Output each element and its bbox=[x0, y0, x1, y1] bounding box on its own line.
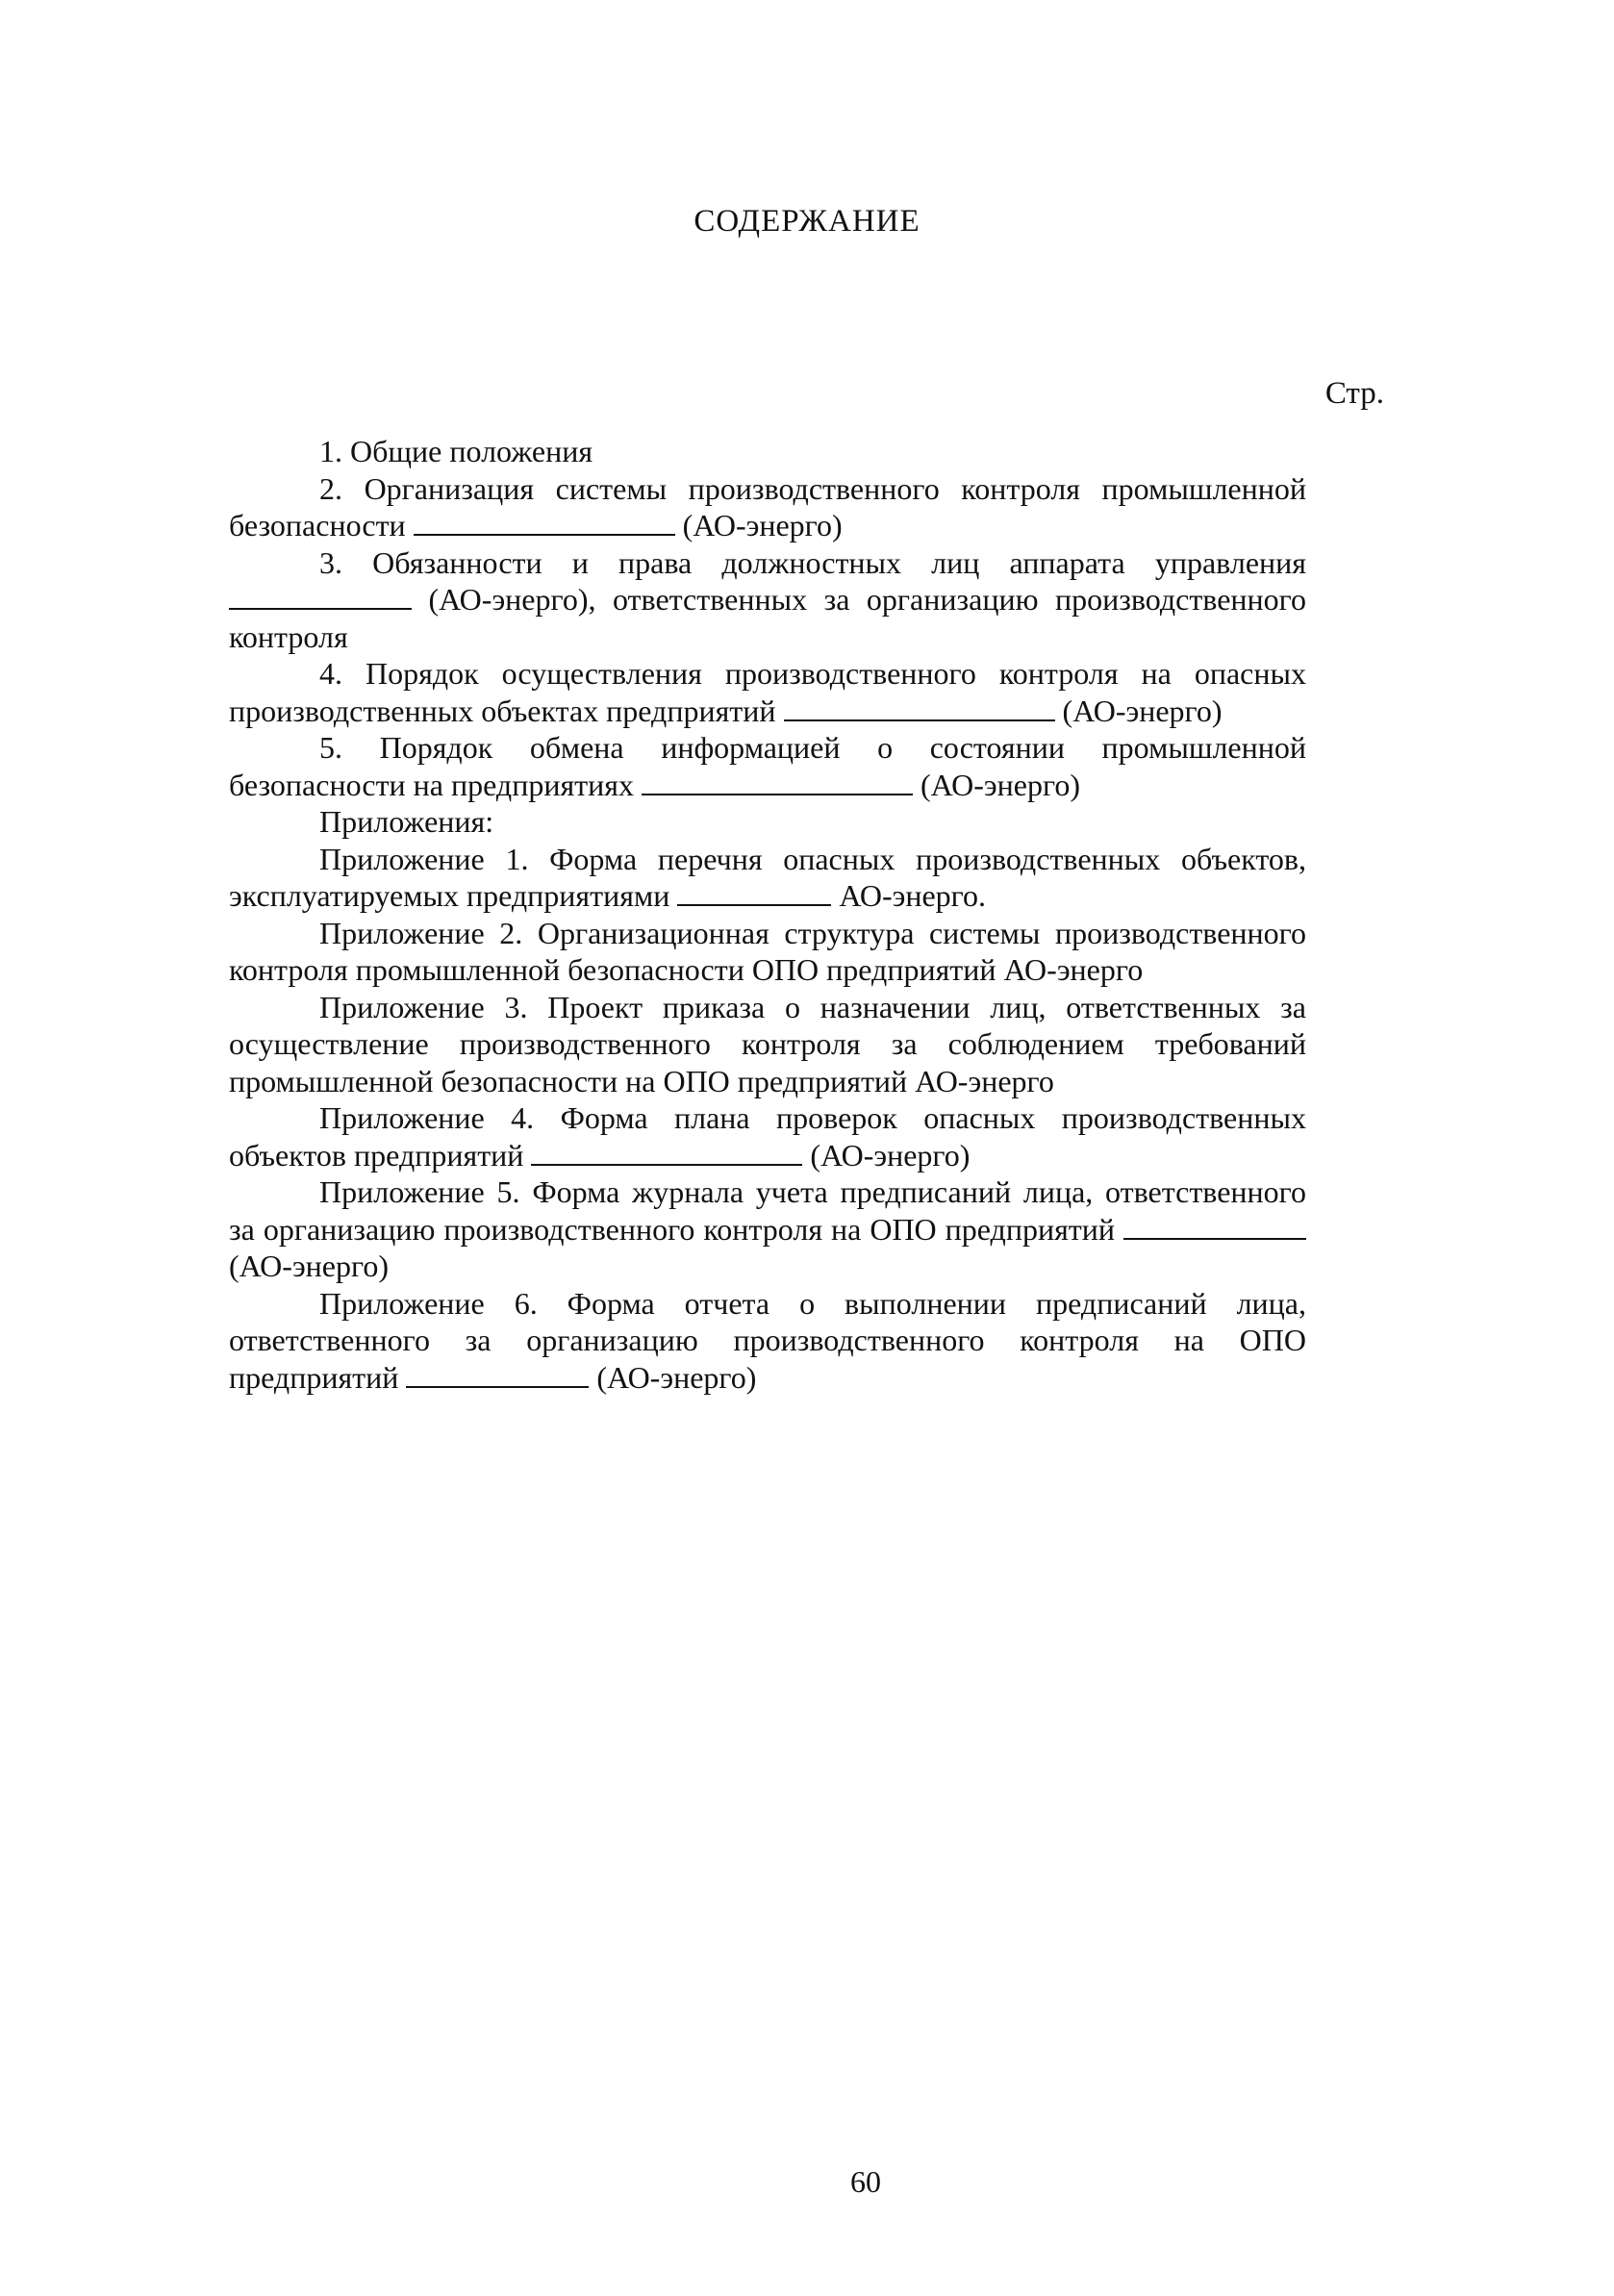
page-column-label: Стр. bbox=[1324, 376, 1384, 411]
blank-line bbox=[1123, 1213, 1306, 1240]
appendix-1-suffix: АО-энерго. bbox=[839, 878, 986, 913]
appendix-2 bbox=[229, 915, 1306, 989]
blank-line bbox=[784, 694, 1055, 721]
toc-item-4-suffix: (АО-энерго) bbox=[1062, 693, 1223, 728]
toc-item-5-suffix: (АО-энерго) bbox=[920, 767, 1080, 802]
toc-item-3-suffix: (АО-энерго), ответственных за организацию производственного контроля bbox=[229, 582, 1307, 654]
appendix-4-text: Приложение 4. Форма плана проверок опасных производственных объектов предприятий bbox=[229, 1100, 1306, 1173]
appendix-1-text: Приложение 1. Форма перечня опасных производственных объектов, эксплуатируемых предприятиями bbox=[229, 841, 1306, 913]
blank-line bbox=[642, 769, 913, 795]
appendix-1 bbox=[229, 841, 1306, 915]
blank-line bbox=[414, 509, 675, 536]
page-title: СОДЕРЖАНИЕ bbox=[694, 204, 920, 239]
toc-item-5 bbox=[229, 729, 1306, 803]
blank-line bbox=[677, 879, 831, 906]
appendix-4 bbox=[229, 1099, 1306, 1173]
toc-item-2 bbox=[229, 470, 1306, 544]
toc-item-1 bbox=[229, 433, 1306, 470]
toc-item-3 bbox=[229, 544, 1306, 656]
appendix-2-text: Приложение 2. Организационная структура системы производственного контроля промышленной безопасности ОПО предприятий АО-энерго bbox=[229, 915, 1306, 987]
appendix-6-text: Приложение 6. Форма отчета о выполнении предписаний лица, ответственного за организацию производственного контроля на ОПО предприятий bbox=[229, 1285, 1306, 1395]
toc-item-2-suffix: (АО-энерго) bbox=[682, 508, 843, 542]
blank-line bbox=[406, 1361, 589, 1388]
appendix-6 bbox=[229, 1285, 1306, 1397]
appendix-6-suffix: (АО-энерго) bbox=[596, 1359, 757, 1395]
appendices-heading bbox=[229, 803, 1306, 841]
appendices-heading-text: Приложения: bbox=[319, 804, 494, 839]
appendix-5-text: Приложение 5. Форма журнала учета предписаний лица, ответственного за организацию производственного контроля на ОПО предприятий bbox=[229, 1174, 1306, 1247]
page-number: 60 bbox=[850, 2164, 881, 2199]
appendix-3 bbox=[229, 989, 1306, 1100]
appendix-5-suffix: (АО-энерго) bbox=[229, 1249, 389, 1283]
toc-item-4-text: 4. Порядок осуществления производственного контроля на опасных производственных объектах предприятий bbox=[229, 656, 1306, 728]
appendix-4-suffix: (АО-энерго) bbox=[810, 1137, 971, 1173]
blank-line bbox=[229, 583, 412, 610]
toc-item-3-text: 3. Обязанности и права должностных лиц аппарата управления bbox=[319, 544, 1306, 580]
toc-item-2-text: 2. Организация системы производственного контроля промышленной безопасности bbox=[229, 470, 1306, 542]
table-of-contents bbox=[229, 433, 1306, 1396]
toc-item-4 bbox=[229, 655, 1306, 729]
toc-item-1-text: 1. Общие положения bbox=[319, 434, 593, 468]
appendix-5 bbox=[229, 1173, 1306, 1285]
blank-line bbox=[531, 1139, 802, 1166]
toc-item-5-text: 5. Порядок обмена информацией о состоянии промышленной безопасности на предприятиях bbox=[229, 730, 1306, 802]
appendix-3-text: Приложение 3. Проект приказа о назначении лиц, ответственных за осуществление производственного контроля за соблюдением требований промышленной безопасности на ОПО предприятий АО-энерго bbox=[229, 989, 1306, 1098]
